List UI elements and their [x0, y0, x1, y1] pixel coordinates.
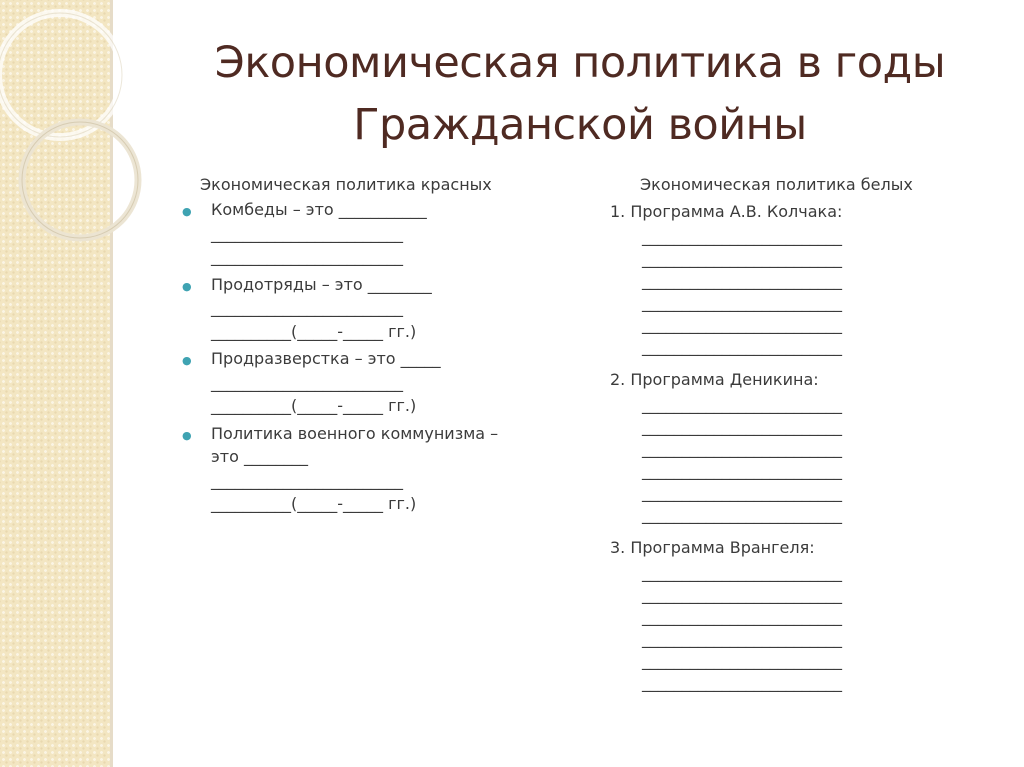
program-line: _________________________ — [642, 629, 842, 648]
list-item — [180, 347, 560, 418]
program-line: _________________________ — [642, 461, 842, 480]
program-line: _________________________ — [642, 505, 842, 524]
bullet-dot-icon: ● — [182, 279, 192, 293]
program-line: _________________________ — [642, 249, 842, 268]
page-title — [150, 32, 1010, 156]
reds-column — [180, 172, 560, 520]
reds-heading: Экономическая политика красных — [200, 175, 492, 194]
title-line-2: Гражданской войны — [353, 100, 807, 150]
program-line: _________________________ — [642, 417, 842, 436]
program-line: _________________________ — [642, 395, 842, 414]
program-block — [600, 366, 980, 526]
program-line: _________________________ — [642, 293, 842, 312]
program-line: _________________________ — [642, 651, 842, 670]
program-block — [600, 198, 980, 358]
list-item — [180, 273, 560, 344]
program-line: _________________________ — [642, 337, 842, 356]
list-item — [180, 198, 560, 269]
program-line: _________________________ — [642, 315, 842, 334]
program-line: _________________________ — [642, 563, 842, 582]
item-line: это ________ — [211, 447, 308, 466]
program-title: 2. Программа Деникина: — [610, 370, 819, 389]
program-line: _________________________ — [642, 585, 842, 604]
program-line: _________________________ — [642, 673, 842, 692]
program-block — [600, 534, 980, 694]
bullet-dot-icon: ● — [182, 205, 192, 218]
program-line: _________________________ — [642, 227, 842, 246]
item-line: __________(_____-_____ гг.) — [211, 396, 417, 415]
item-line: ________________________ — [211, 470, 403, 490]
program-line: _________________________ — [642, 439, 842, 458]
item-line: Продотряды – это ________ — [211, 274, 432, 294]
whites-heading: Экономическая политика белых — [640, 175, 913, 194]
title-line-1: Экономическая политика в годы — [214, 38, 946, 88]
bullet-dot-icon: ● — [182, 354, 192, 367]
item-line: Продразверстка – это _____ — [211, 349, 441, 368]
bullet-dot-icon: ● — [182, 428, 192, 442]
whites-column — [600, 172, 980, 702]
program-line: _________________________ — [642, 607, 842, 626]
item-line: ________________________ — [211, 298, 403, 317]
program-title: 3. Программа Врангеля: — [610, 538, 815, 557]
item-line: ________________________ — [211, 223, 403, 243]
program-line: _________________________ — [642, 483, 842, 502]
item-line: Политика военного коммунизма – — [211, 423, 499, 443]
item-line: ________________________ — [211, 372, 403, 392]
item-line: ________________________ — [211, 247, 403, 266]
item-line: Комбеды – это ___________ — [211, 200, 427, 219]
item-line: __________(_____-_____ гг.) — [211, 321, 417, 341]
program-title: 1. Программа А.В. Колчака: — [610, 202, 843, 221]
item-line: __________(_____-_____ гг.) — [211, 494, 417, 513]
program-line: _________________________ — [642, 271, 842, 290]
list-item — [180, 422, 560, 516]
